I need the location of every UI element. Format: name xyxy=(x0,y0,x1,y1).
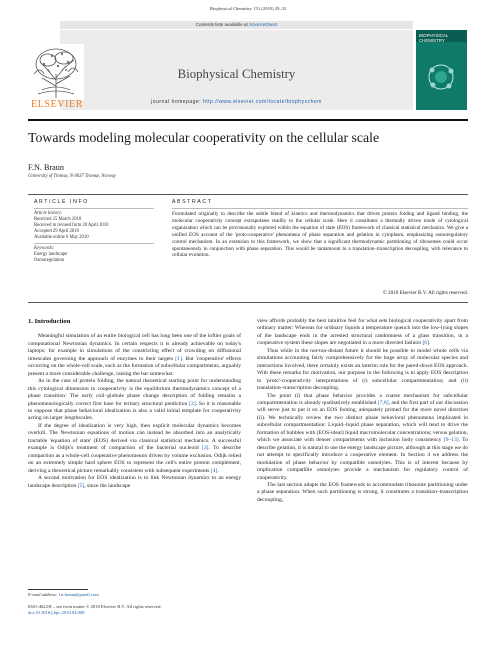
elsevier-wordmark: ELSEVIER xyxy=(30,99,84,110)
article-info-heading: ARTICLE INFO xyxy=(34,199,89,205)
email-label: E-mail address: xyxy=(28,592,59,597)
journal-cover xyxy=(416,30,467,110)
article-history xyxy=(34,211,154,241)
cover-molecule-icon xyxy=(424,60,459,95)
divider-rule xyxy=(28,194,468,195)
paragraph: Meaningful simulation of an entire biological cell has long been one of the loftier goals of computational Newtonian dynamics. In certain respects it is already achievable on today's laptops; for example in simulations of the constricting effect of crowding on diffusional timescales governing the approach of enzymes to their targets [1]. But 'cooperative' effects occurring on the whole-cell scale, such as the formation of subcellular compartments, arguably present a more considerable challenge, raising the bar somewhat. xyxy=(28,333,241,377)
journal-name: Biophysical Chemistry xyxy=(177,67,296,81)
issn-line: 0301-4622/$ – see front matter © 2010 Elsevier B.V. All rights reserved. xyxy=(28,604,162,609)
citation-link[interactable]: [2] xyxy=(189,400,196,407)
contents-bar xyxy=(60,21,413,29)
sciencedirect-link[interactable]: ScienceDirect xyxy=(249,22,278,27)
section-heading-introduction: 1. Introduction xyxy=(28,318,71,325)
history-received: Received 25 March 2010 xyxy=(34,216,82,222)
citation-link[interactable]: [9–13] xyxy=(443,437,459,444)
header-rule xyxy=(28,119,468,121)
author-email-footnote xyxy=(28,592,99,597)
running-head: Biophysical Chemistry 151 (2010) 29–33 xyxy=(209,6,287,11)
keyword-item: Energy landscape xyxy=(34,251,68,257)
footnote-rule xyxy=(28,589,88,590)
keywords xyxy=(34,246,154,264)
article-author: F.N. Braun xyxy=(28,163,64,172)
citation-link[interactable]: [4] xyxy=(210,467,218,474)
history-revised: Received in revised form 28 April 2010 xyxy=(34,222,109,228)
homepage-prefix: journal homepage: xyxy=(151,99,203,105)
homepage-link[interactable]: http://www.elsevier.com/locate/biophyschem xyxy=(202,99,322,105)
paragraph: Thus while in the not-too-distant future it should be possible to model whole cells via simulations accounting fairly comprehensively for the huge array of molecular species and interactions involved, there certainly exists an interim role for the pared-down EOS approach. With these remarks for motivation, our purpose in the following is to apply EOS description to 'proto'-cooperativity interpretations of (i) subcellular compartmentation; and (ii) translation–transcription decoupling. xyxy=(257,347,468,392)
citation-link[interactable]: [5] xyxy=(77,482,85,489)
paragraph: A second motivation for EOS idealization is to link Newtonian dynamics to an energy landscape description [5], since the landscape xyxy=(28,475,241,489)
paragraph: The last section adapts the EOS framework to accommodate ribosome partitioning under a phase separation. When such partitioning is strong, it constitutes a transition–transcription decoupling, xyxy=(257,481,468,503)
author-email-link[interactable]: f.n.braun@gmail.com xyxy=(58,592,99,597)
contents-prefix: Contents lists available at xyxy=(195,22,250,27)
history-label: Article history: xyxy=(34,211,63,216)
author-affiliation: University of Tromsø, N-9037 Tromsø, Norway xyxy=(28,174,117,179)
abstract-heading: ABSTRACT xyxy=(172,199,213,205)
citation-link[interactable]: [6] xyxy=(422,340,429,347)
paragraph: The point (i) that phase behavior provides a coarse mechanism for subcellular compartmentation is already qualitatively established [7,8], and the first part of our discussion will serve just to put it on an EOS footing, adequately primed for the more novel direction (ii). We technically review the two distinct phase behavioral phenomena implicated in subcellular compartmentation: Liquid–liquid phase separation, which will tend to drive the formation of bubbles with (EOS-ideal) liquid macromolecular concentrations; versus gelation, which we associate with denser compartments with inclusion body consistency [9–13]. To describe gelation, it is natural to use the energy landscape picture, although at this stage we do not attempt to specifically introduce a cooperative element. In Section 4 we address the modulation of phase behavior by compatible osmolytes. This is of interest because by implication compatible osmolytes provide a mechanism for regulatory control of cooperativity. xyxy=(257,392,468,481)
article-title: Towards modeling molecular cooperativity on the cellular scale xyxy=(28,130,380,145)
info-rule-2 xyxy=(34,243,154,244)
abstract-text: Formulated originally to describe the subtle blend of kinetics and thermodynamics that drives protein folding and ligand binding, the molecular cooperativity concept extrapolates readily to the cellular scale. Here it constitutes a thermally driven mode of cytological organization which can be provisionally explored within the equation of state (EOS) framework of classical statistical mechanics. We give a unified EOS account of the 'proto-cooperative' phenomena of phase separation and gelation in cytoplasm, emphasizing osmoregulatory control mechanism. In an extension to this framework, we show that a significant thermodynamic partitioning of ribosomes could occur spontaneously in conjunction with phase separation. This would be tantamount to a translation–transcription decoupling, with relevance to cellular evolution. xyxy=(172,211,468,259)
abstract-rule xyxy=(172,208,468,209)
history-online: Available online 6 May 2010 xyxy=(34,234,89,240)
citation-link[interactable]: [1] xyxy=(175,355,182,362)
abstract-copyright: © 2010 Elsevier B.V. All rights reserved. xyxy=(382,290,468,296)
history-accepted: Accepted 29 April 2010 xyxy=(34,228,79,234)
abstract-bottom-rule xyxy=(28,302,468,303)
left-column xyxy=(28,318,241,490)
info-rule xyxy=(34,208,154,209)
citation-link[interactable]: [7,8] xyxy=(377,399,389,406)
right-column xyxy=(257,318,468,504)
journal-homepage xyxy=(60,99,413,105)
paragraph: If the degree of idealization is very high, then explicit molecular dynamics becomes overkill. The Newtonian equations of motion can instead be absorbed into an analytically tractable 'equation of state' (EOS) derived via classical statistical mechanics. A successful example is Odijk's treatment of compaction of the bacterial nucleoid [3]. To describe compaction as a whole-cell cooperative phenomenon driven by volume exclusion, Odijk relied on an extremely simple hard sphere EOS to represent the cell's entire protein complement, deriving a theoretical picture remarkably consistent with subsequent experiments [4]. xyxy=(28,422,241,474)
citation-link[interactable]: [3] xyxy=(202,445,209,452)
keywords-label: Keywords: xyxy=(34,246,55,251)
issn-doi-block xyxy=(28,604,162,616)
paragraph: view affords probably the best intuitive feel for what sets biological cooperativity apart from ordinary matter: Whereas for ordinary liquids a temperature quench into the low-lying slopes of the landscape ends in the arrested structural randomness of a glass transition, in a cooperative system these slopes are negotiated in a more directed fashion [6]. xyxy=(257,318,468,347)
keyword-item: Osmoregulation xyxy=(34,257,65,263)
cover-title: BIOPHYSICAL CHEMISTRY xyxy=(419,33,449,43)
doi-link[interactable]: doi:10.1016/j.bpc.2010.04.008 xyxy=(28,610,85,615)
paragraph: As in the case of protein folding, the natural theoretical starting point for understanding this cytological dimension to cooperativity is the equilibrium thermodynamics concept of a phase transition: The early coil–globule phase change description of folding remains a phenomenologically correct first base for tertiary structural prediction [2]. So it is reasonable to suppose that phase behavioral idealization is also a valid initial template for cooperativity acting on larger lengthscales. xyxy=(28,378,242,422)
